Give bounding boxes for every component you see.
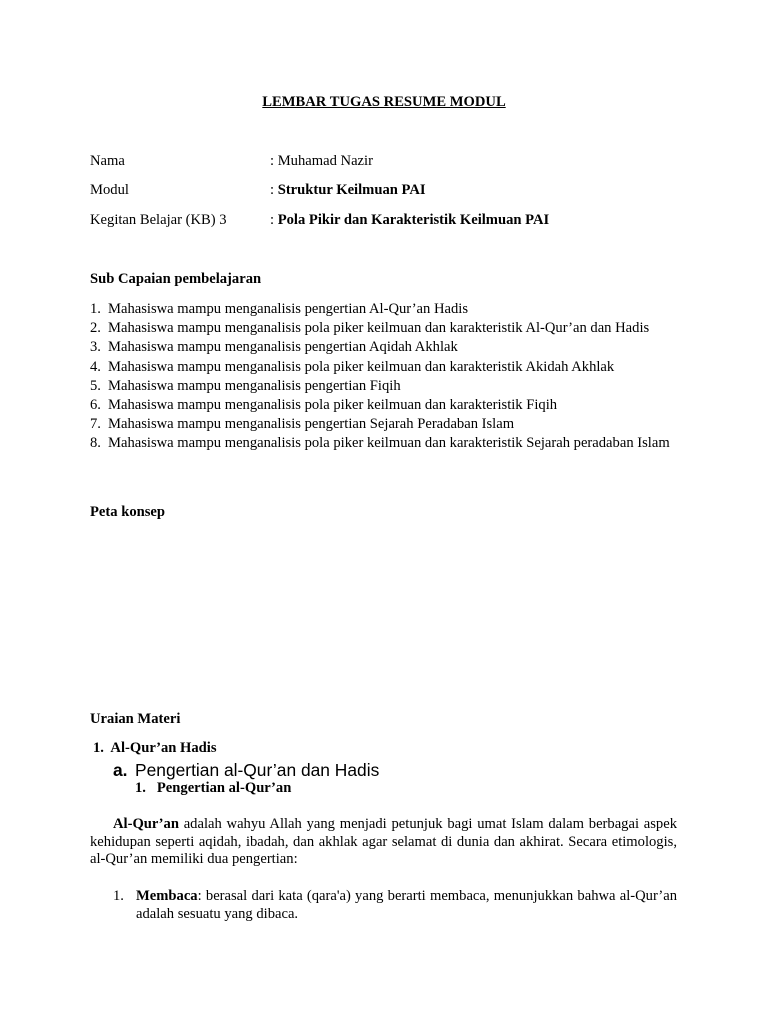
module-value-row bbox=[270, 182, 426, 199]
list-item bbox=[90, 358, 677, 377]
list-item-text: Mahasiswa mampu menganalisis pengertian Aqidah Akhlak bbox=[108, 339, 458, 356]
list-item-number: 4. bbox=[90, 358, 101, 375]
name-label: Nama bbox=[90, 153, 125, 169]
kb-value-row bbox=[270, 212, 549, 229]
list-item bbox=[90, 300, 677, 319]
list-item-number: 6. bbox=[90, 397, 101, 414]
list-item-text: Mahasiswa mampu menganalisis pola piker keilmuan dan karakteristik Al-Qur’an dan Hadis bbox=[108, 320, 650, 337]
kb-label: Kegitan Belajar (KB) 3 bbox=[90, 212, 227, 228]
list-item-text: Mahasiswa mampu menganalisis pengertian Fiqih bbox=[108, 377, 401, 394]
sub-capaian-heading: Sub Capaian pembelajaran bbox=[90, 271, 262, 287]
definition-term: Al-Qur’an bbox=[113, 816, 179, 832]
list-item bbox=[90, 396, 677, 415]
list-item bbox=[90, 415, 677, 434]
list-item-number: 1. bbox=[90, 301, 101, 317]
document-title: LEMBAR TUGAS RESUME MODUL bbox=[262, 94, 506, 110]
name-value: : Muhamad Nazir bbox=[270, 153, 373, 169]
list-item-number: 5. bbox=[90, 377, 101, 394]
etymology-item-text bbox=[136, 887, 677, 923]
etymology-description: : berasal dari kata (qara'a) yang berarti membaca, menunjukkan bahwa al-Qur’an adalah sesuatu yang dibaca. bbox=[136, 888, 677, 922]
definition-paragraph bbox=[90, 816, 677, 869]
list-item bbox=[90, 338, 677, 357]
list-item-text: Mahasiswa mampu menganalisis pengertian Sejarah Peradaban Islam bbox=[108, 416, 515, 433]
etymology-item-number: 1. bbox=[113, 888, 124, 904]
uraian-materi-heading: Uraian Materi bbox=[90, 711, 181, 727]
list-item-text: Mahasiswa mampu menganalisis pola piker keilmuan dan karakteristik Fiqih bbox=[108, 397, 558, 414]
list-item-number: 2. bbox=[90, 320, 101, 337]
learning-outcomes-list bbox=[90, 300, 677, 454]
list-item-number: 3. bbox=[90, 339, 101, 356]
definition-text: adalah wahyu Allah yang menjadi petunjuk bagi umat Islam dalam berbagai aspek kehidupan seperti aqidah, ibadah, dan akhlak agar selamat di dunia dan akhirat. Secara etimologis, al-Qur’an memiliki dua pengertian: bbox=[90, 816, 677, 868]
kb-colon: : bbox=[270, 212, 278, 228]
section-1-heading: 1. Al-Qur’an Hadis bbox=[93, 740, 217, 756]
module-value: Struktur Keilmuan PAI bbox=[277, 182, 426, 198]
list-item-text: Mahasiswa mampu menganalisis pola piker keilmuan dan karakteristik Akidah Akhlak bbox=[108, 358, 615, 375]
list-item bbox=[90, 434, 677, 453]
sub-section-1-heading: 1. Pengertian al-Qur’an bbox=[135, 780, 292, 796]
module-colon: : bbox=[270, 182, 278, 198]
sub-section-a-title: Pengertian al-Qur’an dan Hadis bbox=[135, 760, 380, 780]
list-item-number: 8. bbox=[90, 435, 101, 452]
kb-value: Pola Pikir dan Karakteristik Keilmuan PAI bbox=[277, 212, 550, 228]
list-item bbox=[90, 377, 677, 396]
list-item-text: Mahasiswa mampu menganalisis pola piker keilmuan dan karakteristik Sejarah peradaban Islam bbox=[108, 435, 670, 452]
sub-section-a-marker: a. bbox=[113, 760, 128, 780]
list-item-text: Mahasiswa mampu menganalisis pengertian Al-Qur’an Hadis bbox=[108, 301, 469, 317]
etymology-term: Membaca bbox=[136, 888, 198, 904]
list-item-number: 7. bbox=[90, 416, 101, 433]
etymology-item-1 bbox=[113, 887, 677, 923]
list-item bbox=[90, 319, 677, 338]
peta-konsep-heading: Peta konsep bbox=[90, 504, 165, 520]
module-label: Modul bbox=[90, 182, 129, 198]
